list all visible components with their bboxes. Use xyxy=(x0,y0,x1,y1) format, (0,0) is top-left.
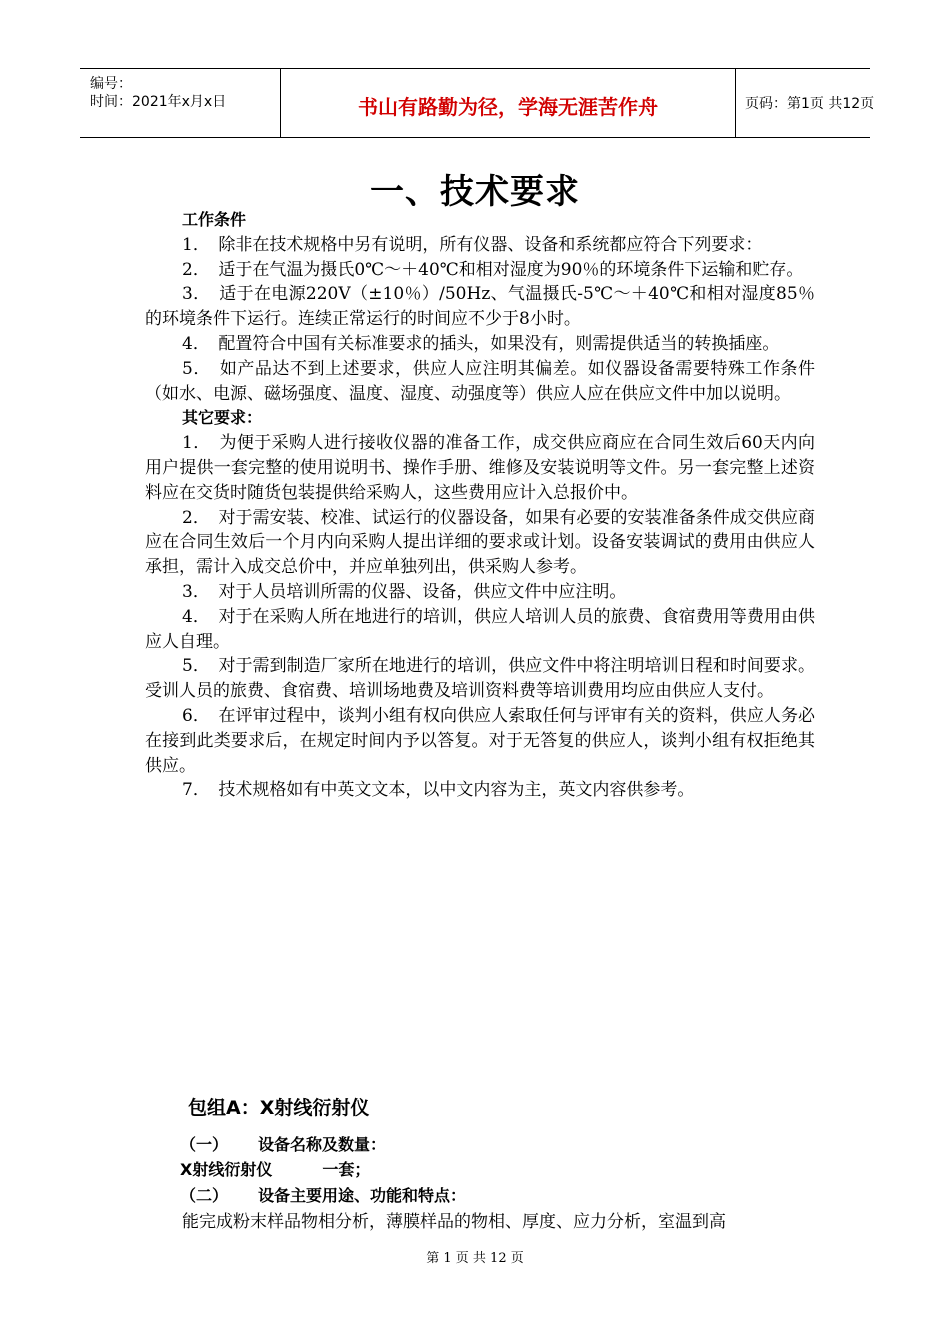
document-body xyxy=(145,208,815,803)
paragraph: 3． 适于在电源220V（±10％）/50Hz、气温摄氏-5℃～＋40℃和相对湿度85％的环境条件下运行。连续正常运行的时间应不少于8小时。 xyxy=(145,284,815,330)
paragraph: 5． 如产品达不到上述要求，供应人应注明其偏差。如仪器设备需要特殊工作条件（如水、电源、磁场强度、温度、湿度、动强度等）供应人应在供应文件中加以说明。 xyxy=(145,358,815,404)
subsection-label: 设备名称及数量： xyxy=(258,1135,387,1154)
subsection-heading xyxy=(180,1183,466,1206)
paragraph: 6． 在评审过程中，谈判小组有权向供应人索取任何与评审有关的资料，供应人务必在接到此类要求后，在规定时间内予以答复。对于无答复的供应人，谈判小组有权拒绝其供应。 xyxy=(145,705,815,776)
number-label: 编号： xyxy=(90,76,132,92)
equipment-name: X射线衍射仪 xyxy=(180,1160,273,1179)
equipment-item xyxy=(180,1157,370,1180)
motto: 书山有路勤为径，学海无涯苦作舟 xyxy=(358,95,658,119)
page-title: 一、技术要求 xyxy=(370,172,580,212)
page-info: 页码：第1页 共12页 xyxy=(745,96,875,112)
paragraph: 能完成粉末样品物相分析，薄膜样品的物相、厚度、应力分析，室温到高 xyxy=(182,1212,726,1232)
header-right-cell xyxy=(736,69,875,137)
subsection-heading xyxy=(180,1132,386,1155)
time-label: 时间：2021年x月x日 xyxy=(90,94,227,110)
section-heading: 工作条件 xyxy=(182,210,247,229)
paragraph: 4． 对于在采购人所在地进行的培训，供应人培训人员的旅费、食宿费用等费用由供应人自理。 xyxy=(145,606,815,652)
subsection-number: （一） xyxy=(180,1135,229,1154)
paragraph: 1． 为便于采购人进行接收仪器的准备工作，成交供应商应在合同生效后60天内向用户提供一套完整的使用说明书、操作手册、维修及安装说明等文件。另一套完整上述资料应在交货时随货包装提供给采购人，这些费用应计入总报价中。 xyxy=(145,433,815,503)
paragraph: 2． 适于在气温为摄氏0℃～＋40℃和相对湿度为90％的环境条件下运输和贮存。 xyxy=(182,259,804,280)
paragraph: 5． 对于需到制造厂家所在地进行的培训，供应文件中将注明培训日程和时间要求。受训人员的旅费、食宿费、培训场地费及培训资料费等培训费用均应由供应人支付。 xyxy=(145,656,815,702)
header-left-cell xyxy=(80,69,280,137)
header-middle-cell xyxy=(280,69,736,137)
page-footer: 第 1 页 共 12 页 xyxy=(426,1251,524,1266)
header-table xyxy=(80,68,875,138)
paragraph: 1． 除非在技术规格中另有说明，所有仪器、设备和系统都应符合下列要求： xyxy=(182,234,763,255)
subsection-number: （二） xyxy=(180,1186,229,1205)
paragraph: 4． 配置符合中国有关标准要求的插头，如果没有，则需提供适当的转换插座。 xyxy=(182,333,780,354)
paragraph: 7． 技术规格如有中英文文本，以中文内容为主，英文内容供参考。 xyxy=(182,780,695,801)
paragraph: 3． 对于人员培训所需的仪器、设备，供应文件中应注明。 xyxy=(182,581,627,602)
subsection-label: 设备主要用途、功能和特点： xyxy=(258,1186,467,1205)
package-title: 包组A：X射线衍射仪 xyxy=(188,1097,370,1119)
section-heading: 其它要求： xyxy=(182,408,263,428)
paragraph: 2． 对于需安装、校准、试运行的仪器设备，如果有必要的安装准备条件成交供应商应在合同生效后一个月内向采购人提出详细的要求或计划。设备安装调试的费用由供应人承担，需计入成交总价中，并应单独列出，供采购人参考。 xyxy=(145,507,815,578)
equipment-quantity: 一套； xyxy=(322,1160,371,1179)
